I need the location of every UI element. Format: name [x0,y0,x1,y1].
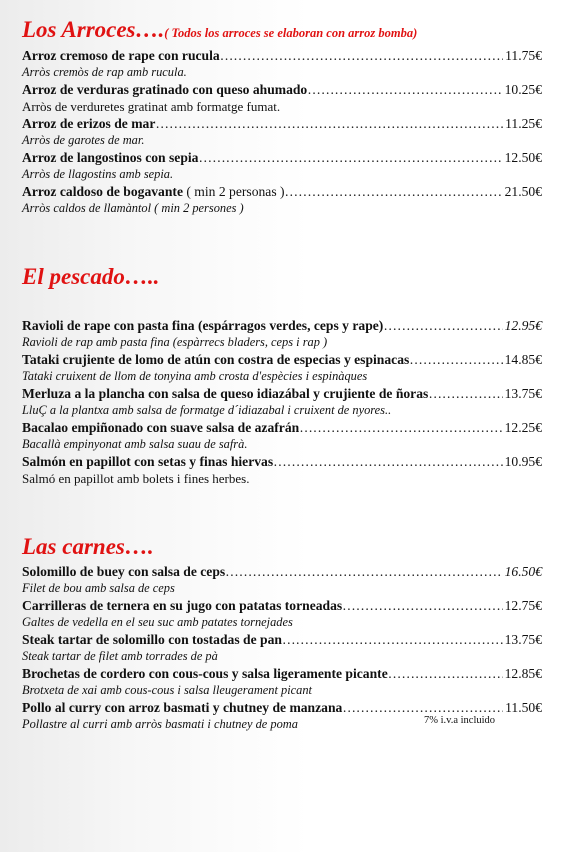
dish-name: Brochetas de cordero con cous-cous y salsa ligeramente picante [22,666,388,681]
dot-leader [273,453,502,470]
menu-item-line [22,631,542,648]
menu-item-line [22,699,542,716]
menu-item-line [22,351,542,368]
menu-item-line [22,597,542,614]
dish-price: 10.95€ [504,454,542,469]
section-title-arroces [22,16,542,47]
menu-item [22,385,542,419]
dish-price: 12.50€ [504,150,542,165]
dish-translation: Steak tartar de filet amb torrades de pà [22,649,218,663]
dot-leader [428,385,502,402]
dish-name: Arroz cremoso de rape con rucula [22,48,220,63]
dot-leader [225,563,502,580]
section-pescado [22,263,542,487]
dot-leader [220,47,503,64]
dish-price: 13.75€ [504,386,542,401]
dish-price: 11.25€ [505,116,542,131]
dot-leader [409,351,502,368]
tax-note: 7% i.v.a incluido [424,715,496,726]
menu-page [22,16,542,733]
menu-item-line [22,81,542,98]
dot-leader [299,419,502,436]
dish-name: Arroz de erizos de mar [22,116,156,131]
menu-item [22,183,542,217]
section-arroces [22,16,542,217]
menu-item [22,453,542,487]
dish-translation: Pollastre al curri amb arròs basmati i chutney de poma [22,717,298,731]
dish-name: Solomillo de buey con salsa de ceps [22,564,226,579]
spacer [22,291,542,317]
dish-translation: Arròs de garotes de mar. [22,133,145,147]
dish-translation: Filet de bou amb salsa de ceps [22,581,175,595]
dish-price: 11.75€ [505,48,542,63]
dish-name: Ravioli de rape con pasta fina (espárragos verdes, ceps y rape) [22,318,384,333]
dish-translation: Salmó en papillot amb bolets i fines herbes. [22,471,250,486]
dish-name-main: Arroz caldoso de bogavante [22,184,183,199]
dish-price: 21.50€ [504,184,542,199]
dish-name-note: ( min 2 personas ) [182,184,285,199]
section-title-carnes: Las carnes…. [22,534,154,559]
dish-translation: Brotxeta de xai amb cous-cous i salsa lleugerament picant [22,683,312,697]
menu-item-line [22,665,542,682]
menu-item [22,631,542,665]
menu-item-line [22,563,542,580]
menu-item [22,563,542,597]
menu-item [22,665,542,699]
dot-leader [383,317,502,334]
dish-name: Tataki crujiente de lomo de atún con costra de especias y espinacas [22,352,410,367]
dish-translation: Bacallà empinyonat amb salsa suau de safrà. [22,437,248,451]
spacer [22,217,542,263]
menu-item-line [22,385,542,402]
dot-leader [342,597,502,614]
dish-name: Merluza a la plancha con salsa de queso idiazábal y crujiente de ñoras [22,386,429,401]
menu-item-line [22,317,542,334]
dish-translation: LluÇ a la plantxa amb salsa de formatge d´idiazabal i cruixent de nyores.. [22,403,392,417]
menu-item-line [22,149,542,166]
dish-price: 10.25€ [504,82,542,97]
section-title-pescado: El pescado….. [22,264,160,289]
menu-item-line [22,453,542,470]
dish-name [22,183,285,200]
dish-name: Carrilleras de ternera en su jugo con patatas torneadas [22,598,343,613]
dot-leader [285,183,503,200]
dot-leader [198,149,502,166]
menu-item-line [22,419,542,436]
menu-item [22,597,542,631]
dish-translation: Arròs de llagostins amb sepia. [22,167,174,181]
menu-item [22,351,542,385]
menu-item [22,81,542,115]
dot-leader [307,81,502,98]
dish-name: Arroz de verduras gratinado con queso ahumado [22,82,308,97]
menu-item-line [22,115,542,132]
dish-name: Arroz de langostinos con sepia [22,150,199,165]
dot-leader [155,115,503,132]
dish-translation: Ravioli de rap amb pasta fina (espàrrecs bladers, ceps i rap ) [22,335,328,349]
dish-price: 12.95€ [504,318,542,333]
dish-name: Bacalao empiñonado con suave salsa de azafrán [22,420,300,435]
dot-leader [282,631,503,648]
menu-item-line [22,47,542,64]
menu-item [22,149,542,183]
dish-name: Salmón en papillot con setas y finas hiervas [22,454,274,469]
dish-name: Steak tartar de solomillo con tostadas de pan [22,632,282,647]
dish-price: 12.75€ [504,598,542,613]
dish-price: 12.25€ [504,420,542,435]
section-note: ( Todos los arroces se elaboran con arroz bomba) [164,26,418,40]
dish-translation: Arròs caldos de llamàntol ( min 2 persones ) [22,201,244,215]
menu-item [22,317,542,351]
dish-price: 11.50€ [505,700,542,715]
dish-price: 16.50€ [504,564,542,579]
dot-leader [342,699,503,716]
dish-translation: Arròs cremòs de rap amb rucula. [22,65,187,79]
spacer [22,487,542,533]
dish-translation: Arròs de verduretes gratinat amb formatge fumat. [22,99,281,114]
dish-price: 12.85€ [504,666,542,681]
dot-leader [388,665,503,682]
dish-translation: Galtes de vedella en el seu suc amb patates tornejades [22,615,293,629]
menu-item [22,419,542,453]
menu-item [22,47,542,81]
menu-item-line [22,183,542,200]
dish-name: Pollo al curry con arroz basmati y chutney de manzana [22,700,343,715]
dish-translation: Tataki cruixent de llom de tonyina amb crosta d'espècies i espinàques [22,369,368,383]
section-title-text: Los Arroces…. [22,17,165,42]
menu-item [22,115,542,149]
dish-price: 13.75€ [504,632,542,647]
dish-price: 14.85€ [504,352,542,367]
section-carnes [22,533,542,733]
